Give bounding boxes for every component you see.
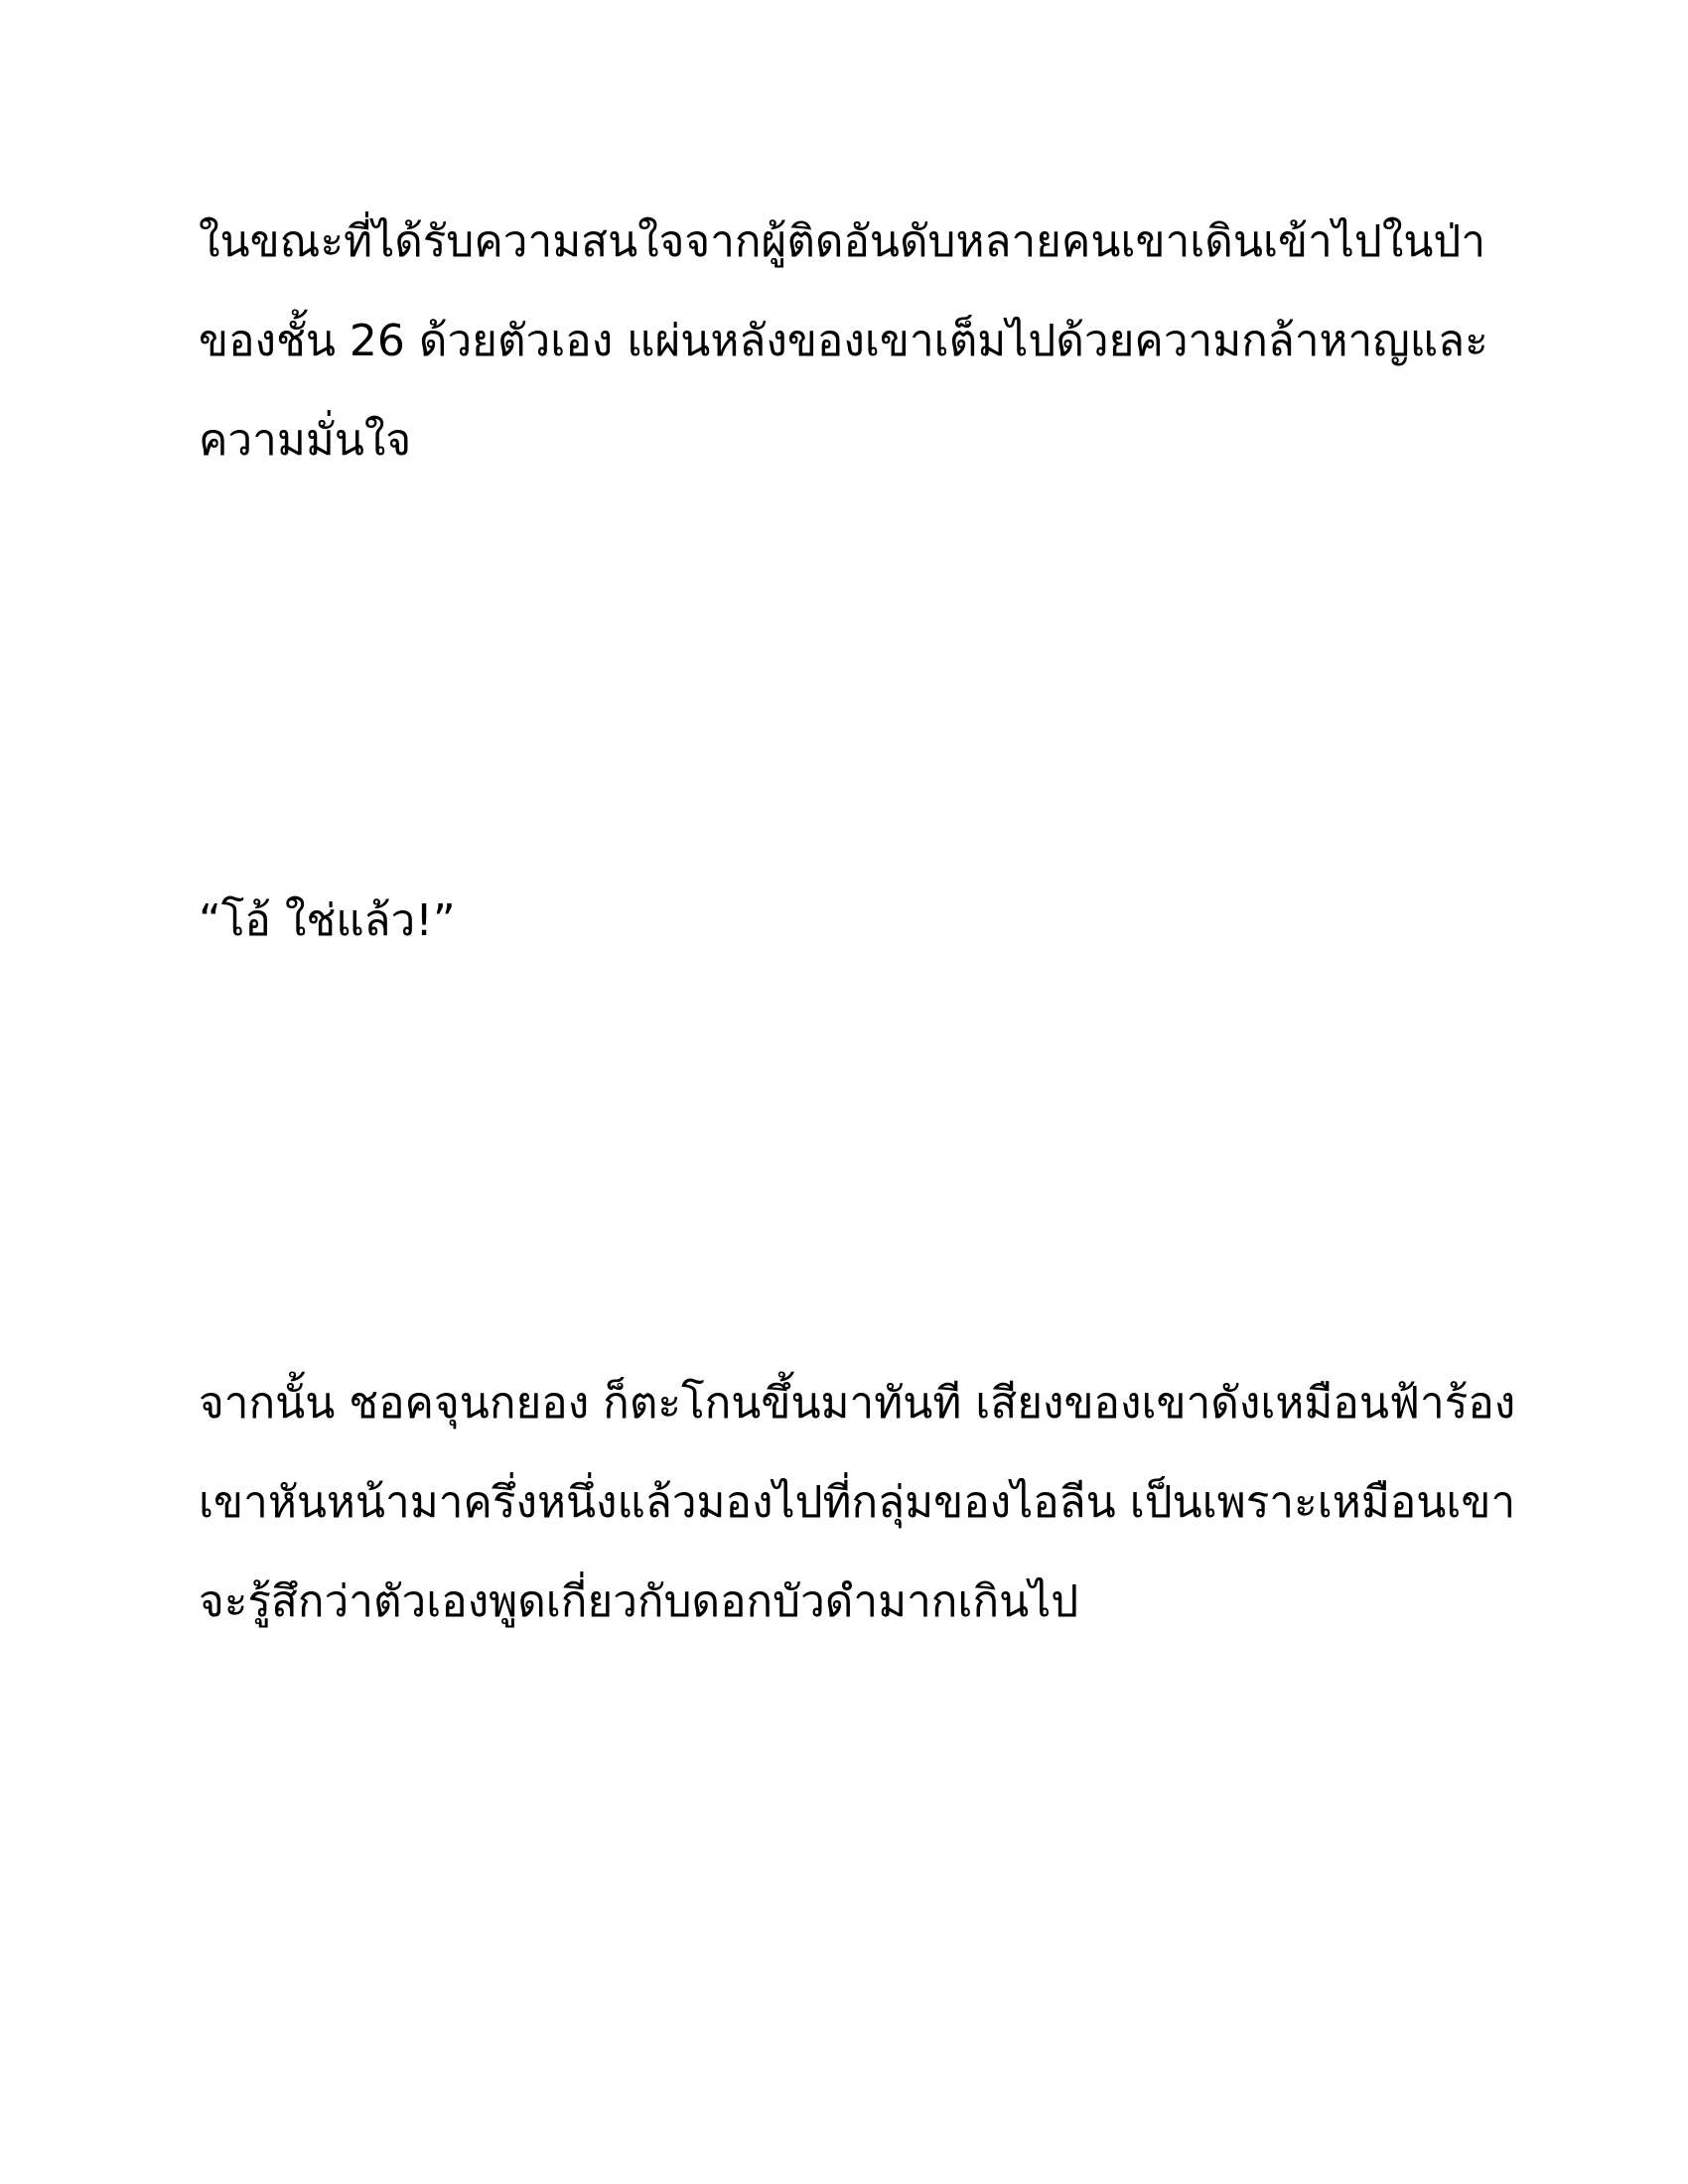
paragraph-line: จากนั้น ชอคจุนกยอง ก็ตะโกนขึ้นมาทันที เสียงของเขาดังเหมือนฟ้าร้อง	[199, 1378, 1516, 1429]
dialogue-line: “โอ้ ใช่แล้ว!”	[199, 895, 456, 946]
paragraph-line: เขาหันหน้ามาครึ่งหนึ่งแล้วมองไปที่กลุ่มของไอลีน เป็นเพราะเหมือนเขา	[199, 1477, 1516, 1528]
paragraph-line: ความมั่นใจ	[199, 415, 412, 466]
paragraph-line: ของชั้น 26 ด้วยตัวเอง แผ่นหลังของเขาเต็มไปด้วยความกล้าหาญและ	[199, 316, 1488, 366]
paragraph-line: จะรู้สึกว่าตัวเองพูดเกี่ยวกับดอกบัวดำมากเกินไป	[199, 1576, 1079, 1627]
paragraph-line: ในขณะที่ได้รับความสนใจจากผู้ติดอันดับหลายคนเขาเดินเข้าไปในป่า	[199, 216, 1486, 267]
